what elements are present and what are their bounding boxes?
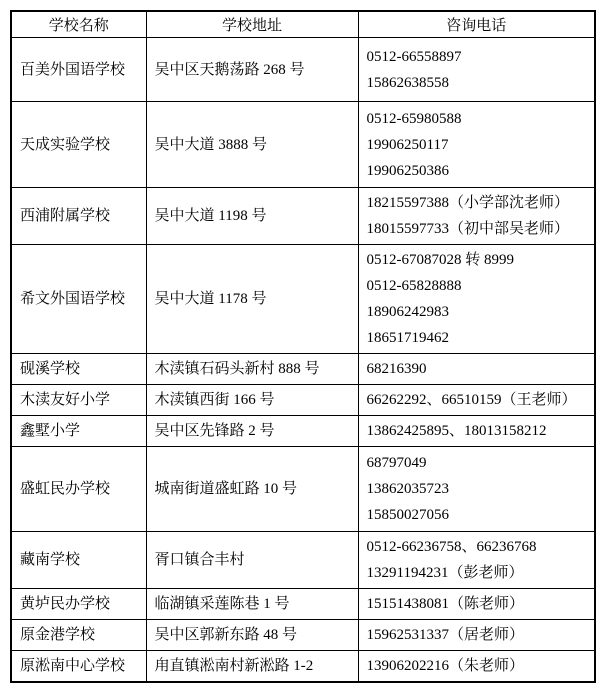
phone-line: 66262292、66510159（王老师） — [366, 392, 577, 408]
phone-line: 13862425895、18013158212 — [366, 423, 547, 439]
header-row — [11, 11, 595, 38]
phone-line: 19906250117 — [366, 136, 449, 153]
school-address-cell: 城南街道盛虹路 10 号 — [146, 447, 358, 532]
table-row — [11, 188, 595, 245]
table-row — [11, 38, 595, 102]
phone-line: 0512-66558897 — [366, 48, 462, 65]
school-name-cell: 藏南学校 — [11, 532, 146, 589]
school-name-cell: 木渎友好小学 — [11, 385, 146, 416]
school-address-cell: 木渎镇西街 166 号 — [146, 385, 358, 416]
phone-line: 68797049 — [366, 455, 427, 471]
phone-line: 15962531337（居老师） — [366, 627, 525, 643]
phone-line: 15862638558 — [366, 74, 449, 91]
school-address-cell: 木渎镇石码头新村 888 号 — [146, 354, 358, 385]
table-row — [11, 102, 595, 188]
table-row — [11, 385, 595, 416]
school-name-cell: 砚溪学校 — [11, 354, 146, 385]
table-row — [11, 589, 595, 620]
table-row — [11, 416, 595, 447]
phone-line: 15151438081（陈老师） — [366, 596, 525, 612]
phone-line: 13862035723 — [366, 481, 449, 497]
school-name-cell: 原金港学校 — [11, 620, 146, 651]
phone-line: 18651719462 — [366, 330, 449, 346]
phone-line: 68216390 — [366, 361, 427, 377]
school-contact-table-container — [10, 10, 596, 683]
school-phone-cell — [358, 38, 595, 102]
school-phone-cell — [358, 589, 595, 620]
header-phone: 咨询电话 — [358, 11, 595, 38]
table-row — [11, 651, 595, 683]
school-name-cell: 西浦附属学校 — [11, 188, 146, 245]
phone-line: 13906202216（朱老师） — [366, 658, 525, 674]
school-contact-table — [10, 10, 596, 683]
phone-line: 18906242983 — [366, 304, 449, 320]
school-address-cell: 吴中大道 3888 号 — [146, 102, 358, 188]
school-name-cell: 盛虹民办学校 — [11, 447, 146, 532]
table-row — [11, 532, 595, 589]
school-phone-cell — [358, 416, 595, 447]
school-name-cell: 黄垆民办学校 — [11, 589, 146, 620]
school-name-cell: 天成实验学校 — [11, 102, 146, 188]
phone-line: 0512-66236758、66236768 — [366, 539, 537, 555]
table-row — [11, 354, 595, 385]
school-phone-cell — [358, 102, 595, 188]
header-school-name: 学校名称 — [11, 11, 146, 38]
school-name-cell: 希文外国语学校 — [11, 245, 146, 354]
phone-line: 0512-65828888 — [366, 278, 462, 294]
phone-line: 18215597388（小学部沈老师） — [366, 195, 570, 211]
table-row — [11, 620, 595, 651]
school-phone-cell — [358, 354, 595, 385]
table-row — [11, 245, 595, 354]
school-address-cell: 吴中区天鹅荡路 268 号 — [146, 38, 358, 102]
phone-line: 13291194231（彭老师） — [366, 565, 524, 581]
school-phone-cell — [358, 651, 595, 683]
school-address-cell: 吴中区郭新东路 48 号 — [146, 620, 358, 651]
school-phone-cell — [358, 245, 595, 354]
school-address-cell: 胥口镇合丰村 — [146, 532, 358, 589]
school-name-cell: 百美外国语学校 — [11, 38, 146, 102]
school-address-cell: 吴中大道 1198 号 — [146, 188, 358, 245]
phone-line: 18015597733（初中部吴老师） — [366, 221, 570, 237]
phone-line: 19906250386 — [366, 162, 449, 179]
school-name-cell: 鑫墅小学 — [11, 416, 146, 447]
school-phone-cell — [358, 447, 595, 532]
phone-line: 15850027056 — [366, 507, 449, 523]
school-phone-cell — [358, 385, 595, 416]
school-name-cell: 原淞南中心学校 — [11, 651, 146, 683]
school-address-cell: 吴中区先锋路 2 号 — [146, 416, 358, 447]
table-row — [11, 447, 595, 532]
school-phone-cell — [358, 532, 595, 589]
school-phone-cell — [358, 188, 595, 245]
phone-line: 0512-65980588 — [366, 110, 462, 127]
header-school-address: 学校地址 — [146, 11, 358, 38]
school-address-cell: 甪直镇淞南村新淞路 1-2 — [146, 651, 358, 683]
school-address-cell: 吴中大道 1178 号 — [146, 245, 358, 354]
phone-line: 0512-67087028 转 8999 — [366, 252, 514, 268]
school-phone-cell — [358, 620, 595, 651]
school-address-cell: 临湖镇采莲陈巷 1 号 — [146, 589, 358, 620]
